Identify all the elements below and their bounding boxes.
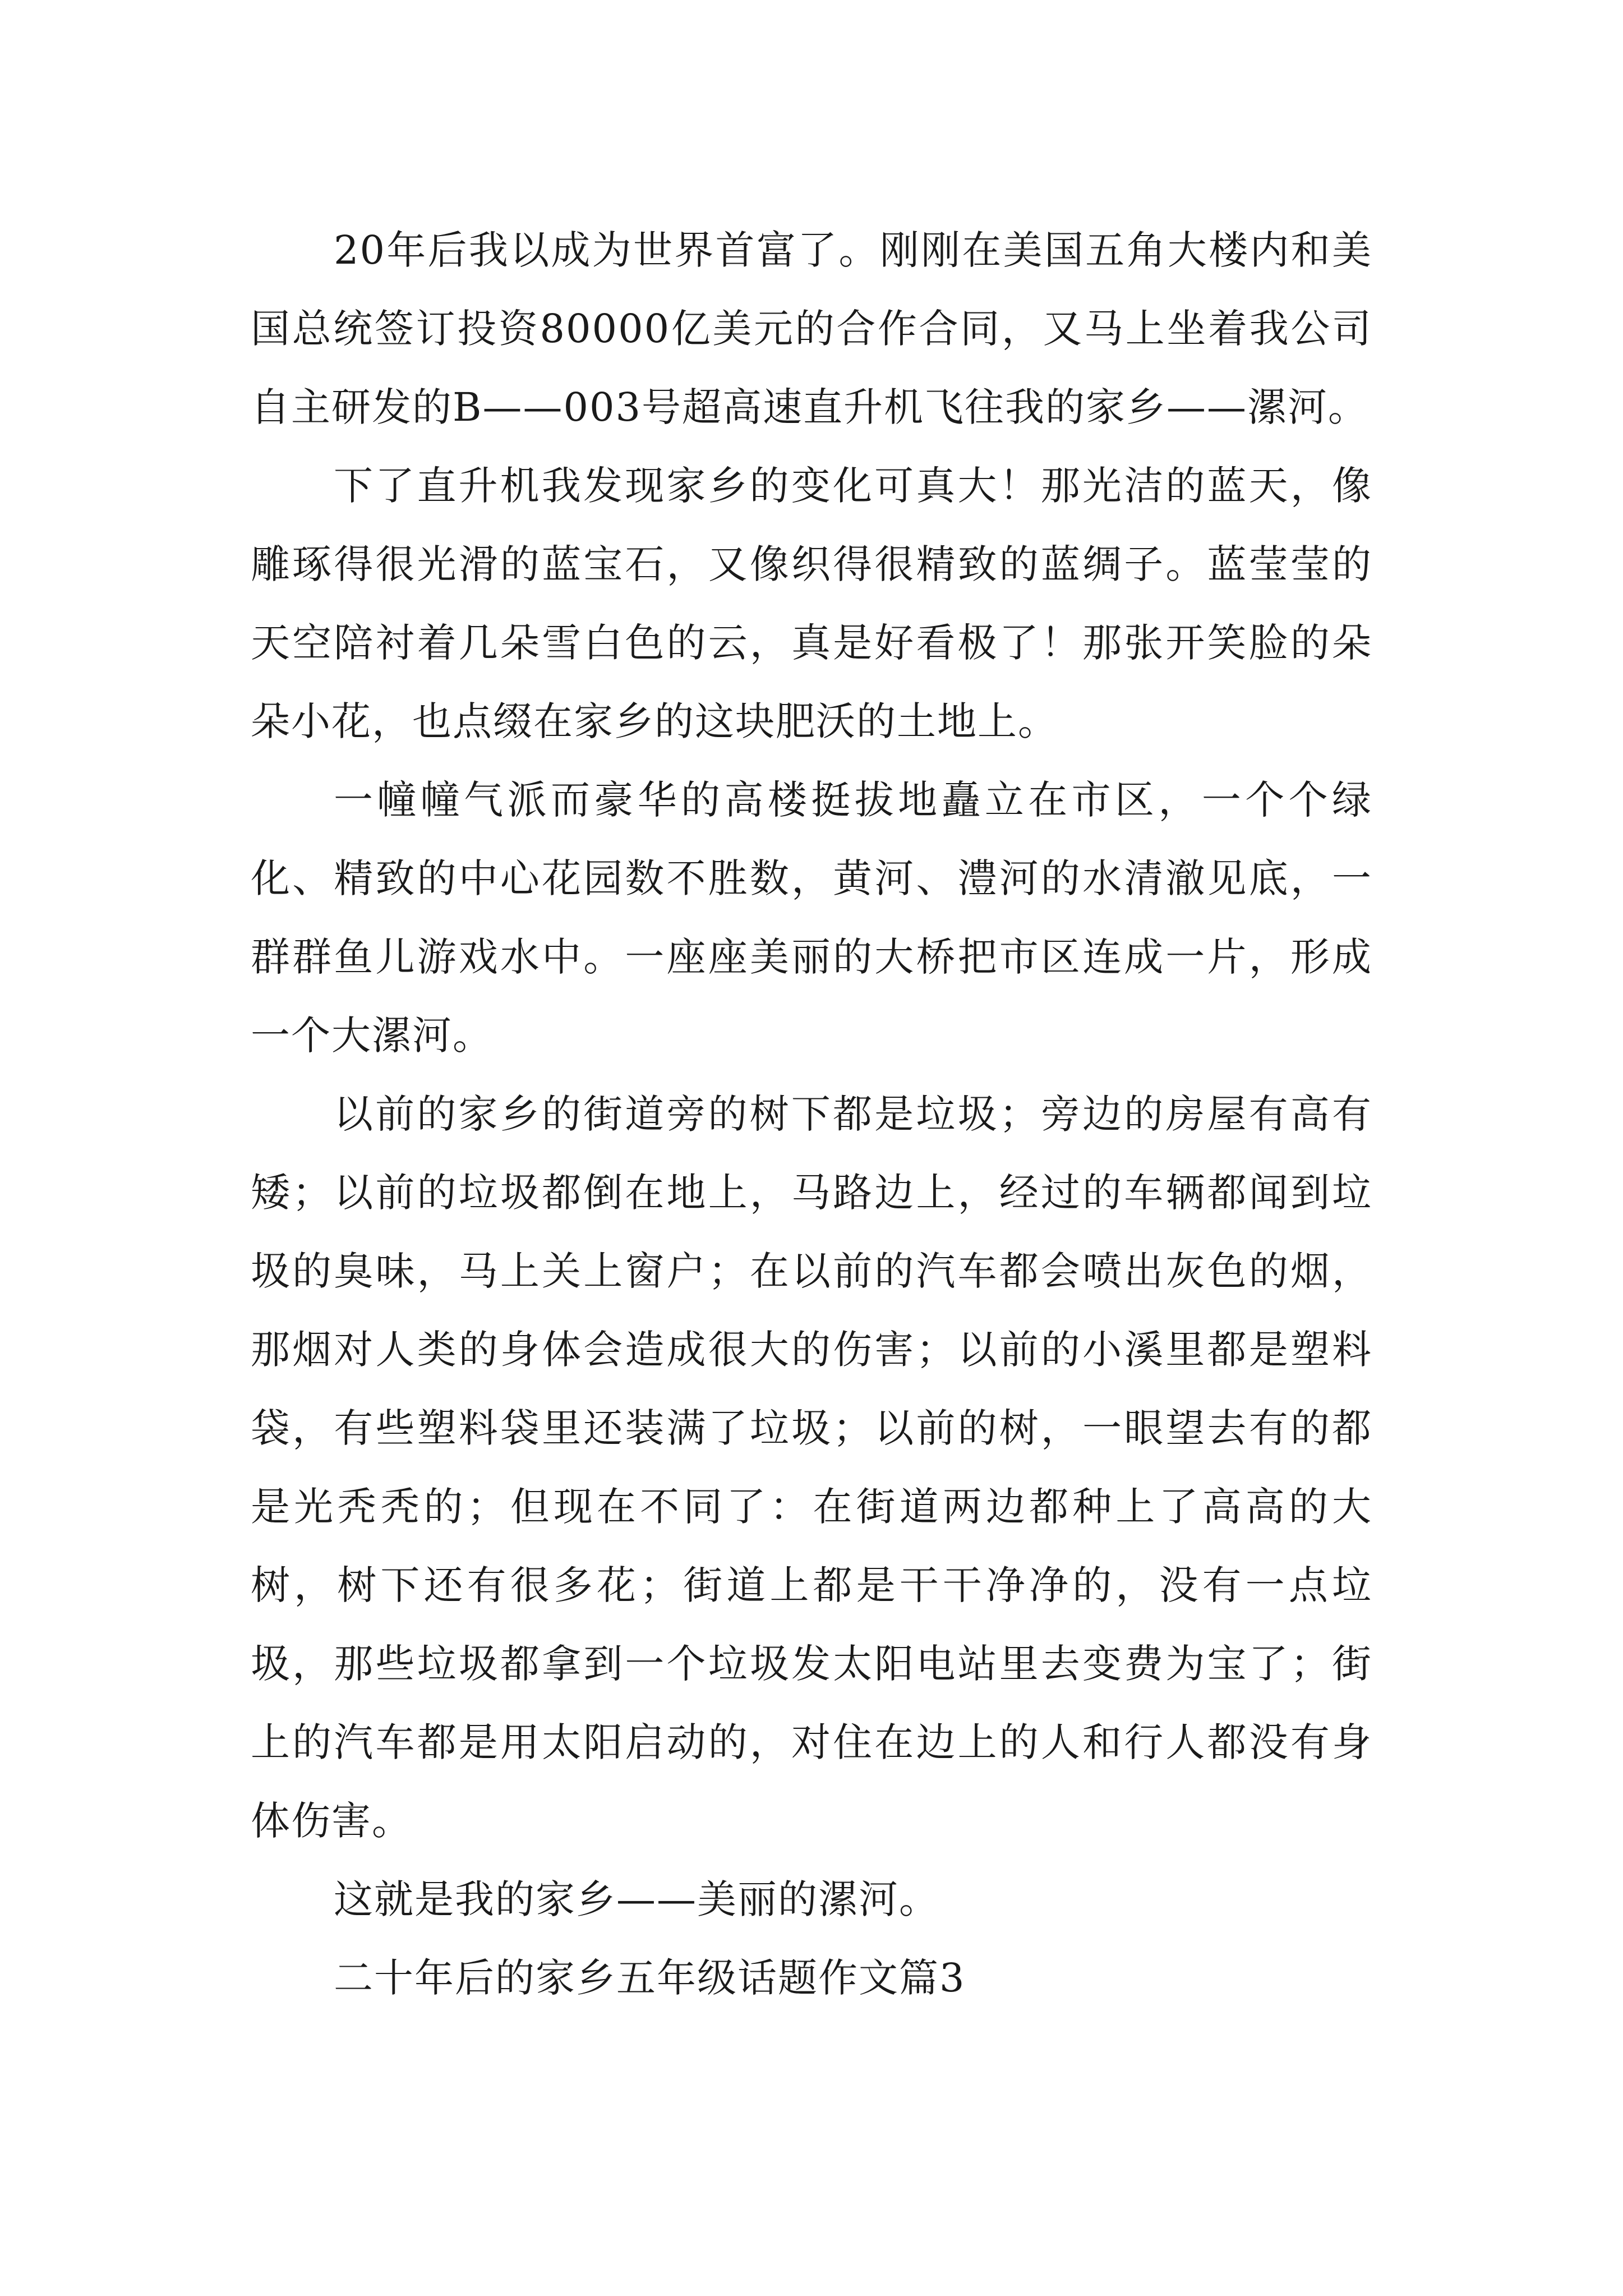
paragraph-1: 20年后我以成为世界首富了。刚刚在美国五角大楼内和美国总统签订投资80000亿美元的合作合同，又马上坐着我公司自主研发的B——003号超高速直升机飞往我的家乡——漯河。 bbox=[251, 227, 1372, 430]
section-heading: 二十年后的家乡五年级话题作文篇3 bbox=[334, 1955, 966, 2001]
essay-body bbox=[251, 211, 1372, 2017]
paragraph-3: 一幢幢气派而豪华的高楼挺拔地矗立在市区，一个个绿化、精致的中心花园数不胜数，黄河、澧河的水清澈见底，一群群鱼儿游戏水中。一座座美丽的大桥把市区连成一片，形成一个大漯河。 bbox=[251, 777, 1372, 1059]
paragraph-4: 以前的家乡的街道旁的树下都是垃圾；旁边的房屋有高有矮；以前的垃圾都倒在地上，马路边上，经过的车辆都闻到垃圾的臭味，马上关上窗户；在以前的汽车都会喷出灰色的烟，那烟对人类的身体会造成很大的伤害；以前的小溪里都是塑料袋，有些塑料袋里还装满了垃圾；以前的树，一眼望去有的都是光秃秃的；但现在不同了：在街道两边都种上了高高的大树，树下还有很多花；街道上都是干干净净的，没有一点垃圾，那些垃圾都拿到一个垃圾发太阳电站里去变费为宝了；街上的汽车都是用太阳启动的，对住在边上的人和行人都没有身体伤害。 bbox=[251, 1091, 1372, 1844]
paragraph-5: 这就是我的家乡——美丽的漯河。 bbox=[334, 1876, 939, 1922]
paragraph-2: 下了直升机我发现家乡的变化可真大！那光洁的蓝天，像雕琢得很光滑的蓝宝石，又像织得很精致的蓝绸子。蓝莹莹的天空陪衬着几朵雪白色的云，真是好看极了！那张开笑脸的朵朵小花，也点缀在家乡的这块肥沃的土地上。 bbox=[251, 463, 1372, 744]
